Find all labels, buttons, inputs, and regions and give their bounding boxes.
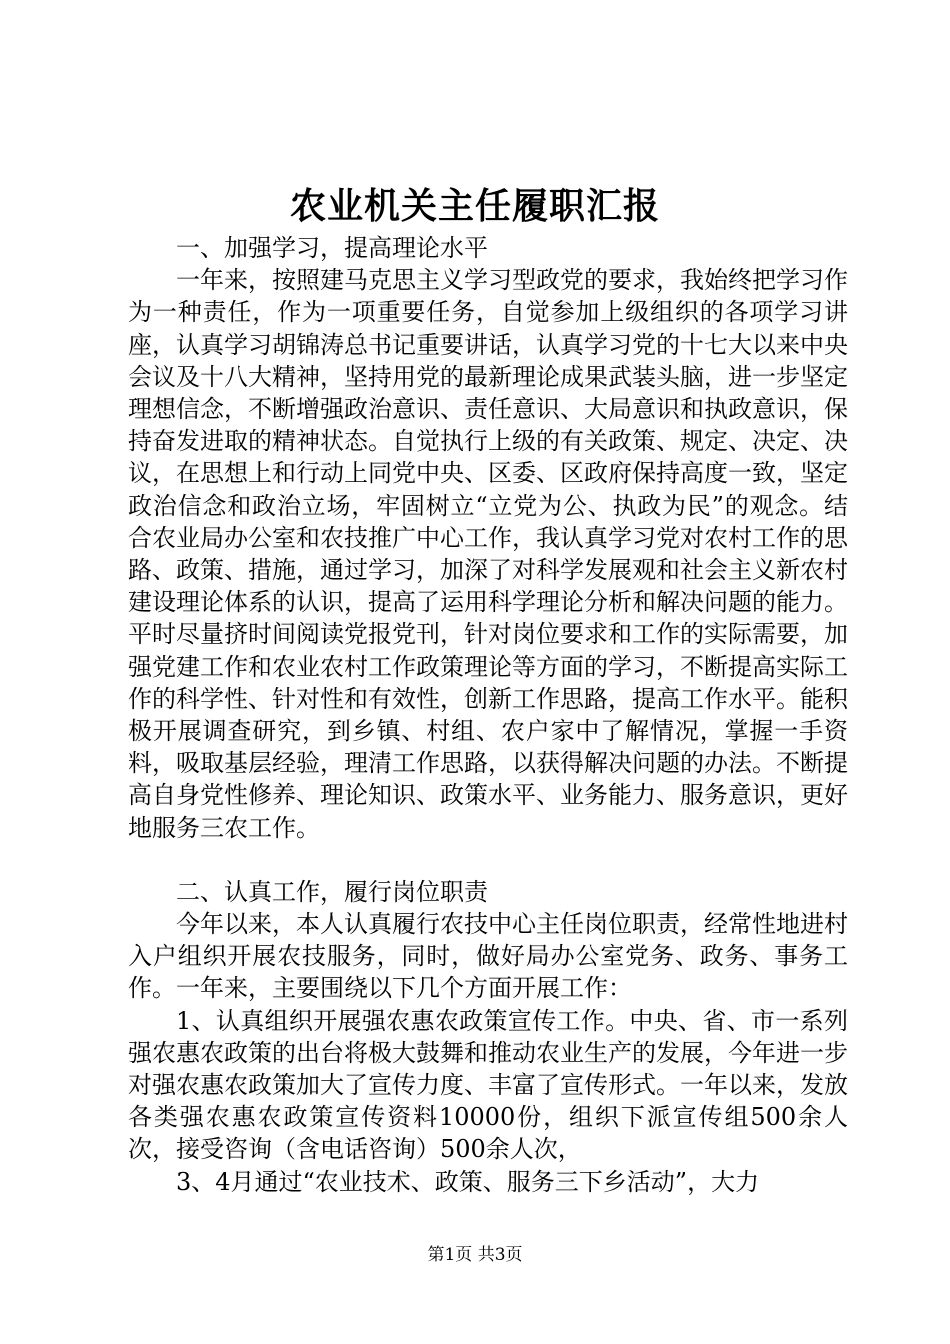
document-body (128, 232, 848, 1198)
paragraph: 一年来，按照建马克思主义学习型政党的要求，我始终把学习作为一种责任，作为一项重要任务，自觉参加上级组织的各项学习讲座，认真学习胡锦涛总书记重要讲话，认真学习党的十七大以来中央会议及十八大精神，坚持用党的最新理论成果武装头脑，进一步坚定理想信念，不断增强政治意识、责任意识、大局意识和执政意识，保持奋发进取的精神状态。自觉执行上级的有关政策、规定、决定、决议，在思想上和行动上同党中央、区委、区政府保持高度一致，坚定政治信念和政治立场，牢固树立“立党为公、执政为民”的观念。结合农业局办公室和农技推广中心工作，我认真学习党对农村工作的思路、政策、措施，通过学习，加深了对科学发展观和社会主义新农村建设理论体系的认识，提高了运用科学理论分析和解决问题的能力。平时尽量挤时间阅读党报党刊，针对岗位要求和工作的实际需要，加强党建工作和农业农村工作政策理论等方面的学习，不断提高实际工作的科学性、针对性和有效性，创新工作思路，提高工作水平。能积极开展调查研究，到乡镇、村组、农户家中了解情况，掌握一手资料，吸取基层经验，理清工作思路，以获得解决问题的办法。不断提高自身党性修养、理论知识、政策水平、业务能力、服务意识，更好地服务三农工作。 (128, 266, 848, 842)
page-footer: 第1页 共3页 (427, 1245, 523, 1265)
document-title: 农业机关主任履职汇报 (289, 185, 660, 227)
paragraph: 1、认真组织开展强农惠农政策宣传工作。中央、省、市一系列强农惠农政策的出台将极大鼓舞和推动农业生产的发展，今年进一步对强农惠农政策加大了宣传力度、丰富了宣传形式。一年以来，发放各类强农惠农政策宣传资料10000份，组织下派宣传组500余人次，接受咨询（含电话咨询）500余人次， (128, 1006, 848, 1164)
section-heading: 二、认真工作，履行岗位职责 (176, 877, 488, 906)
paragraph: 3、4月通过“农业技术、政策、服务三下乡活动”，大力 (176, 1167, 760, 1196)
paragraph: 今年以来，本人认真履行农技中心主任岗位职责，经常性地进村入户组织开展农技服务，同时，做好局办公室党务、政务、事务工作。一年来，主要围绕以下几个方面开展工作： (128, 910, 848, 1003)
section-heading: 一、加强学习，提高理论水平 (176, 234, 488, 262)
